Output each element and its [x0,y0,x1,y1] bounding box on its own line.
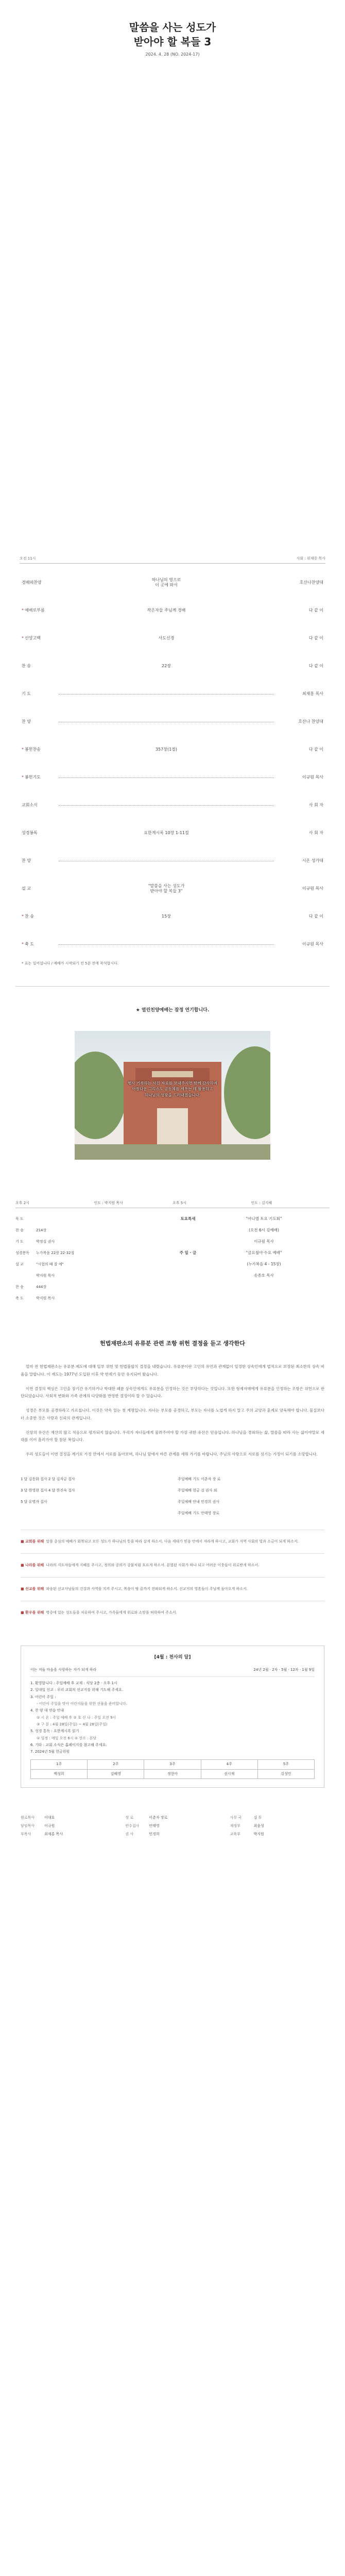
staff-role: 사무 국 [230,1815,242,1820]
church-sign [152,1071,193,1077]
table-cell: 5주 [257,1760,314,1769]
worship-order-header [20,556,325,564]
order-row [22,708,323,736]
order-row [22,680,323,708]
order-person: 시온 성가대 [302,858,323,863]
order-label: * 예배로부름 [22,608,45,613]
order-person: 사 회 자 [308,831,323,836]
schedule-value: 444장 [36,1284,47,1289]
standing-mark: * [22,747,24,752]
order-row [22,930,323,958]
standing-mark: * [22,775,24,780]
table-cell: 권시재 [201,1769,257,1778]
order-row [22,875,323,903]
schedule-label: 설 교 [15,1262,24,1266]
ministry-row [21,1497,167,1508]
evening-row [178,1213,330,1225]
worship-order [22,569,323,958]
staff-name: 최재홍 목사 [44,1832,63,1836]
column-paragraph: 얼마 전 헌법재판소는 유류분 제도에 대해 일부 위헌 및 헌법불합치 결정을 내렸습니다. 유류분이란 고인의 유언과 관계없이 일정한 상속인에게 법적으로 보장된 최소한의 상속 비율을 말합니다. 이 제도는 1977년 도입된 이후 약 반세기 동안 유지되어 왔습니다. [21,1364,324,1377]
worship-note: * 표는 일어섭니다 / 예배가 시작되기 전 5분 전에 착석합시다. [22,961,119,966]
schedule-head-cell: 오후 2시 [15,1201,29,1206]
news-line: - 어린이 주일을 맞아 어린이들을 위한 선물을 준비합니다. [37,1702,127,1706]
evening-value: "아니엘 토요 기도회" [246,1216,282,1222]
ministry-row [21,1485,167,1497]
staff-row [21,1830,115,1838]
order-label: * 봉헌기도 [22,775,41,780]
dotted-leader [59,777,274,778]
news-line: 7. 2024년 5월 헌금위원 [30,1750,70,1754]
order-detail: 하나님의 영으로 이 곳에 와서 [151,577,181,588]
staff-name: 최윤성 [253,1823,264,1828]
prayer-text: 병중에 있는 성도들을 치유하여 주시고, 가족들에게 위로와 소망을 허락하여 주소서. [46,1611,177,1615]
news-line: 5. 성경 통독 : 요한계시록 읽기 [30,1729,79,1734]
church-photo [75,1031,270,1160]
news-head-right: 24년 2월 · 2차 · 5월 · 12차 · 1월 9일 [253,1667,315,1672]
order-label: 기 도 [22,691,31,697]
table-row [31,1760,315,1769]
staff-row [125,1830,219,1838]
order-person: 다 같 이 [308,608,323,613]
staff-row [230,1814,324,1822]
photo-caption: ★ 열린친양예배는 잠정 연기합니다. [135,1007,210,1013]
schedule-row [15,1236,167,1247]
table-cell: 2주 [88,1760,144,1769]
dotted-leader [59,944,274,945]
schedule-value: 박정실 권사 [36,1239,55,1244]
evening-value: 송종호 목사 [254,1273,274,1278]
ministry-row [178,1474,324,1485]
ministry-text: 5 달 유명자 집사 [21,1499,47,1504]
order-person: 호산나찬양대 [299,580,323,585]
cover-area [0,77,345,556]
schedule-row [15,1225,167,1236]
standing-mark: * [22,914,24,919]
evening-value: (누가복음 4 - 15장) [247,1262,281,1267]
staff-name: 이규원 [44,1823,55,1828]
schedule-value: "시험의 때 잘 예" [36,1262,64,1266]
order-row [22,791,323,819]
table-cell: 백성희 [31,1769,88,1778]
prayer-text: 말씀 중심의 예배가 회복되고 모든 성도가 하나님의 뜻을 따라 살게 하소서. 다음 세대가 믿음 안에서 자라게 하시고, 교회가 지역 사회의 빛과 소금이 되게 하소서. [46,1539,299,1544]
photo-overlay-text [75,1080,270,1098]
news-line: ③ 구 분 : 4월 28일(주일) ~ 4월 28일(주일) [37,1722,108,1726]
news-line: 6. 기타 : 교회 소식은 홈페이지를 참고해 주세요. [30,1742,107,1747]
news-line: 2. 일대일 선교 : 우리 교회의 선교지를 위해 기도해 주세요. [30,1688,124,1692]
bulletin-title-line1: 말씀을 사는 성도가 [129,21,216,33]
ministry-row [178,1508,324,1519]
schedule-head-cell: 인도 : 박지원 목사 [94,1201,123,1206]
standing-mark: * [22,636,24,641]
staff-col-mid [125,1814,219,1838]
order-label: * 봉헌찬송 [22,747,41,752]
evening-label: 주 일 · 금 [179,1250,197,1256]
order-row [22,736,323,764]
evening-row [178,1270,330,1281]
bulletin-date: 2024. 4. 28 (NO. 2024-17) [145,52,200,57]
order-detail: 요한계시록 10장 1-11절 [144,831,189,836]
order-detail: 사도신경 [158,636,175,641]
column-paragraph: 우리 성도들이 이번 결정을 계기로 가정 안에서 서로를 돌아보며, 하나님 앞에서 바른 관계를 세워 가기를 바랍니다. 주님의 사랑으로 서로를 섬기는 가정이 되기를 소망합니다. [26,1452,318,1457]
order-person: 다 같 이 [308,747,323,752]
photo-overlay-line: 하나님의 영광을 드러내겠습니다. [144,1092,201,1097]
evening-label: 토요특새 [180,1216,196,1222]
ground [75,1144,270,1160]
staff-row [230,1830,324,1838]
order-label: 경배와찬양 [22,580,42,585]
column-body [21,1363,324,1458]
staff-name: 이대호 [44,1815,55,1820]
staff-footer [21,1814,324,1838]
ministry-roster [21,1474,324,1519]
order-label: 찬 송 [22,664,31,669]
news-line: 1. 환영합니다 : 주일예배 후 교제 : 식당 2층 · 오후 1시 [30,1681,117,1686]
schedule-value: 누가복음 22장 22-32절 [36,1250,75,1255]
service-time: 오전 11시 [20,556,36,561]
evening-order [178,1213,330,1304]
prayer-requests [21,1530,324,1625]
staff-role: 재정부 [230,1823,240,1828]
staff-col-left [21,1814,115,1838]
ministry-text: 3 달 한영현 집사 4 달 한진숙 집사 [21,1488,75,1493]
news-lines [30,1680,315,1755]
order-person: 다 같 이 [308,914,323,919]
staff-name: 안태영 [149,1823,160,1828]
order-label: * 축 도 [22,942,34,947]
order-detail: 15장 [162,914,171,919]
staff-role: 담임목사 [21,1823,35,1828]
order-row [22,624,323,652]
schedule-value: 박지원 목사 [36,1296,55,1300]
order-person: 사 회 자 [308,803,323,808]
news-title: [4월 : 천사의 달] [154,1654,191,1660]
schedule-value: 214장 [36,1228,47,1232]
prayer-item [21,1530,324,1553]
schedule-label: 찬 송 [15,1284,24,1289]
order-row [22,652,323,680]
prayer-heading: ■ 교회를 위해 [21,1539,44,1544]
photo-overlay-line: 행사 기록하는 사진 자료를 보내주시면 함께 감사하며 [128,1081,217,1086]
order-label: 설 교 [22,886,31,891]
schedule-head-cell: 인도 : 김지혜 [251,1201,272,1206]
schedule-head-cell: 오후 5시 [173,1201,186,1206]
schedule-label: 묵 도 [15,1216,24,1221]
prayer-item [21,1577,324,1601]
evening-row [178,1236,330,1247]
standing-mark: * [22,608,24,613]
news-head-left: 이는 저들 마음을 사랑하는 자가 되게 하라 [30,1667,97,1672]
evening-value: "금요철야·수요 예배" [246,1250,282,1256]
schedule-row [15,1281,167,1293]
schedule-row [15,1259,167,1270]
order-detail: 22장 [162,664,171,669]
schedule-label: 찬 송 [15,1228,24,1232]
order-person: 이규원 목사 [302,775,323,780]
order-row [22,569,323,597]
evening-value: (오전 6시 김예배) [249,1228,279,1233]
ministry-row [178,1497,324,1508]
schedule-row [15,1293,167,1304]
ministry-row [178,1485,324,1497]
staff-name: 박지원 [253,1832,264,1836]
staff-col-right [230,1814,324,1838]
staff-name: 김 두 [253,1815,262,1820]
order-row [22,847,323,875]
order-label: 찬 양 [22,719,31,724]
photo-overlay-line: 아름다운 그리스도 공동체를 세우는 데 활용하고 [132,1087,213,1092]
bulletin-header [0,0,345,77]
staff-row [21,1822,115,1830]
evening-value: 이규원 목사 [254,1239,274,1244]
staff-row [230,1822,324,1830]
order-label: 성경봉독 [22,831,38,836]
table-cell: 4주 [201,1760,257,1769]
prayer-heading: ■ 나라를 위해 [21,1563,44,1567]
staff-role: 부목사 [21,1832,31,1836]
staff-role: 장 로 [125,1815,134,1820]
order-detail: 작은자들 주님께 경배 [147,608,186,613]
evening-row [178,1247,330,1259]
staff-row [21,1814,115,1822]
schedule-row [15,1247,167,1259]
schedule-value: 박지원 목사 [36,1273,55,1278]
table-cell: 김성민 [257,1769,314,1778]
order-detail: 357장(1절) [155,747,178,752]
schedule-label: 축 도 [15,1296,24,1300]
evening-row [178,1259,330,1270]
schedule-row [15,1270,167,1281]
column-article [21,1340,324,1458]
order-person: 호산나 찬양대 [298,719,323,724]
table-cell: 정현아 [144,1769,201,1778]
schedule-row [15,1213,167,1225]
news-line: 4. 찬 양 대 연습 안내 [30,1708,64,1713]
column-paragraph: 신앙의 유산은 재산의 많고 적음으로 평가되지 않습니다. 우리가 자녀들에게 물려주어야 할 가장 귀한 유산은 믿음입니다. 하나님을 경외하는 삶, 말씀을 따라 사는 삶이야말로 세대를 이어 흘러가야 할 참된 복입니다. [21,1430,324,1443]
service-host: 사회 : 위재중 목사 [296,556,325,561]
prayer-heading: ■ 환우를 위해 [21,1611,44,1615]
staff-role: 교육부 [230,1832,240,1836]
staff-role: 안수집사 [125,1823,140,1828]
news-line: ① 시 온 : 주일 예배 후 ② 호 산 나 : 주일 오전 9시 [37,1715,116,1720]
staff-name: 민경희 [149,1832,160,1836]
ministry-left [21,1474,167,1519]
table-cell: 1주 [31,1760,88,1769]
order-label: 교회소식 [22,803,38,808]
order-row [22,597,323,624]
bulletin-title-line2: 받아야 할 복들 3 [133,35,212,48]
table-cell: 김혜영 [88,1769,144,1778]
order-person: 이규원 목사 [302,886,323,891]
evening-row [178,1225,330,1236]
table-row [31,1769,315,1778]
order-label: * 신앙고백 [22,636,41,641]
table-cell: 3주 [144,1760,201,1769]
order-row [22,903,323,930]
prayer-text: 파송된 선교사님들의 건강과 사역을 지켜 주시고, 복음이 땅 끝까지 전파되게 하소서. 선교지의 영혼들이 주님께 돌아오게 하소서. [46,1587,248,1591]
ministry-text: 주일예배 안내 민경희 권사 [178,1499,220,1504]
offering-table [30,1759,315,1779]
staff-row [125,1814,219,1822]
prayer-item [21,1601,324,1624]
order-label: 찬 양 [22,858,31,863]
column-title: 헌법재판소의 유류분 관련 조항 위헌 결정을 듣고 생각한다 [100,1340,245,1347]
news-line: 3. 어린이 주일 : [30,1694,56,1699]
ministry-right [178,1474,324,1519]
standing-mark: * [22,942,24,947]
staff-row [125,1822,219,1830]
prayer-heading: ■ 선교를 위해 [21,1587,44,1591]
schedule-label: 성경봉독 [15,1250,30,1255]
order-label: * 찬 송 [22,914,34,919]
news-head [30,1667,315,1677]
ministry-text: 주일예배 헌금 김 권사 외 [178,1488,217,1493]
order-row [22,764,323,791]
prayer-text: 나라의 지도자들에게 지혜를 주시고, 정의와 공의가 강물처럼 흐르게 하소서. 분열된 사회가 하나 되고 어려운 이웃들이 위로받게 하소서. [46,1563,260,1567]
ministry-row [21,1474,167,1485]
schedule-label: 기 도 [15,1239,24,1244]
dotted-leader [59,805,274,806]
order-person: 최재홍 목사 [302,691,323,697]
prayer-item [21,1553,324,1577]
ministry-text: 1 달 김동화 집사 2 달 김자금 집사 [21,1477,75,1481]
order-person: 다 같 이 [308,664,323,669]
staff-role: 권 사 [125,1832,134,1836]
news-line: ① 일정 : 매일 오전 6시 ② 장소 : 본당 [37,1736,97,1740]
afternoon-schedule [15,1201,330,1304]
ministry-text: 주일예배 기도 안태영 장로 [178,1511,220,1515]
column-paragraph: 이번 결정의 핵심은 고인을 장기간 유기하거나 학대한 패륜 상속인에게도 유류분을 인정하는 것은 부당하다는 것입니다. 또한 형제자매에게 유류분을 인정하는 조항은 위헌으로 판단되었습니다. 사회적 변화와 가족 관계의 다양화를 반영한 결정이라 할 수 있습니다. [21,1386,324,1399]
afternoon-order [15,1213,167,1304]
order-person: 다 같 이 [308,636,323,641]
ministry-text: 주일예배 기도 이춘자 장 로 [178,1477,221,1481]
divider [15,986,330,987]
church-news [21,1646,324,1788]
column-paragraph: 성경은 부모를 공경하라고 가르칩니다. 이것은 약속 있는 첫 계명입니다. 자녀는 부모를 공경하고, 부모는 자녀를 노엽게 하지 말고 주의 교양과 훈계로 양육해야 합니다. 물질보다 더 소중한 것은 사랑과 신뢰의 관계입니다. [21,1408,324,1420]
order-row [22,819,323,847]
order-detail: "말씀을 사는 성도가 받아야 할 복들 3" [148,883,185,894]
staff-name: 이춘자 장로 [149,1815,168,1820]
staff-role: 원로목사 [21,1815,35,1820]
schedule-header [15,1201,330,1208]
order-person: 이규원 목사 [302,942,323,947]
